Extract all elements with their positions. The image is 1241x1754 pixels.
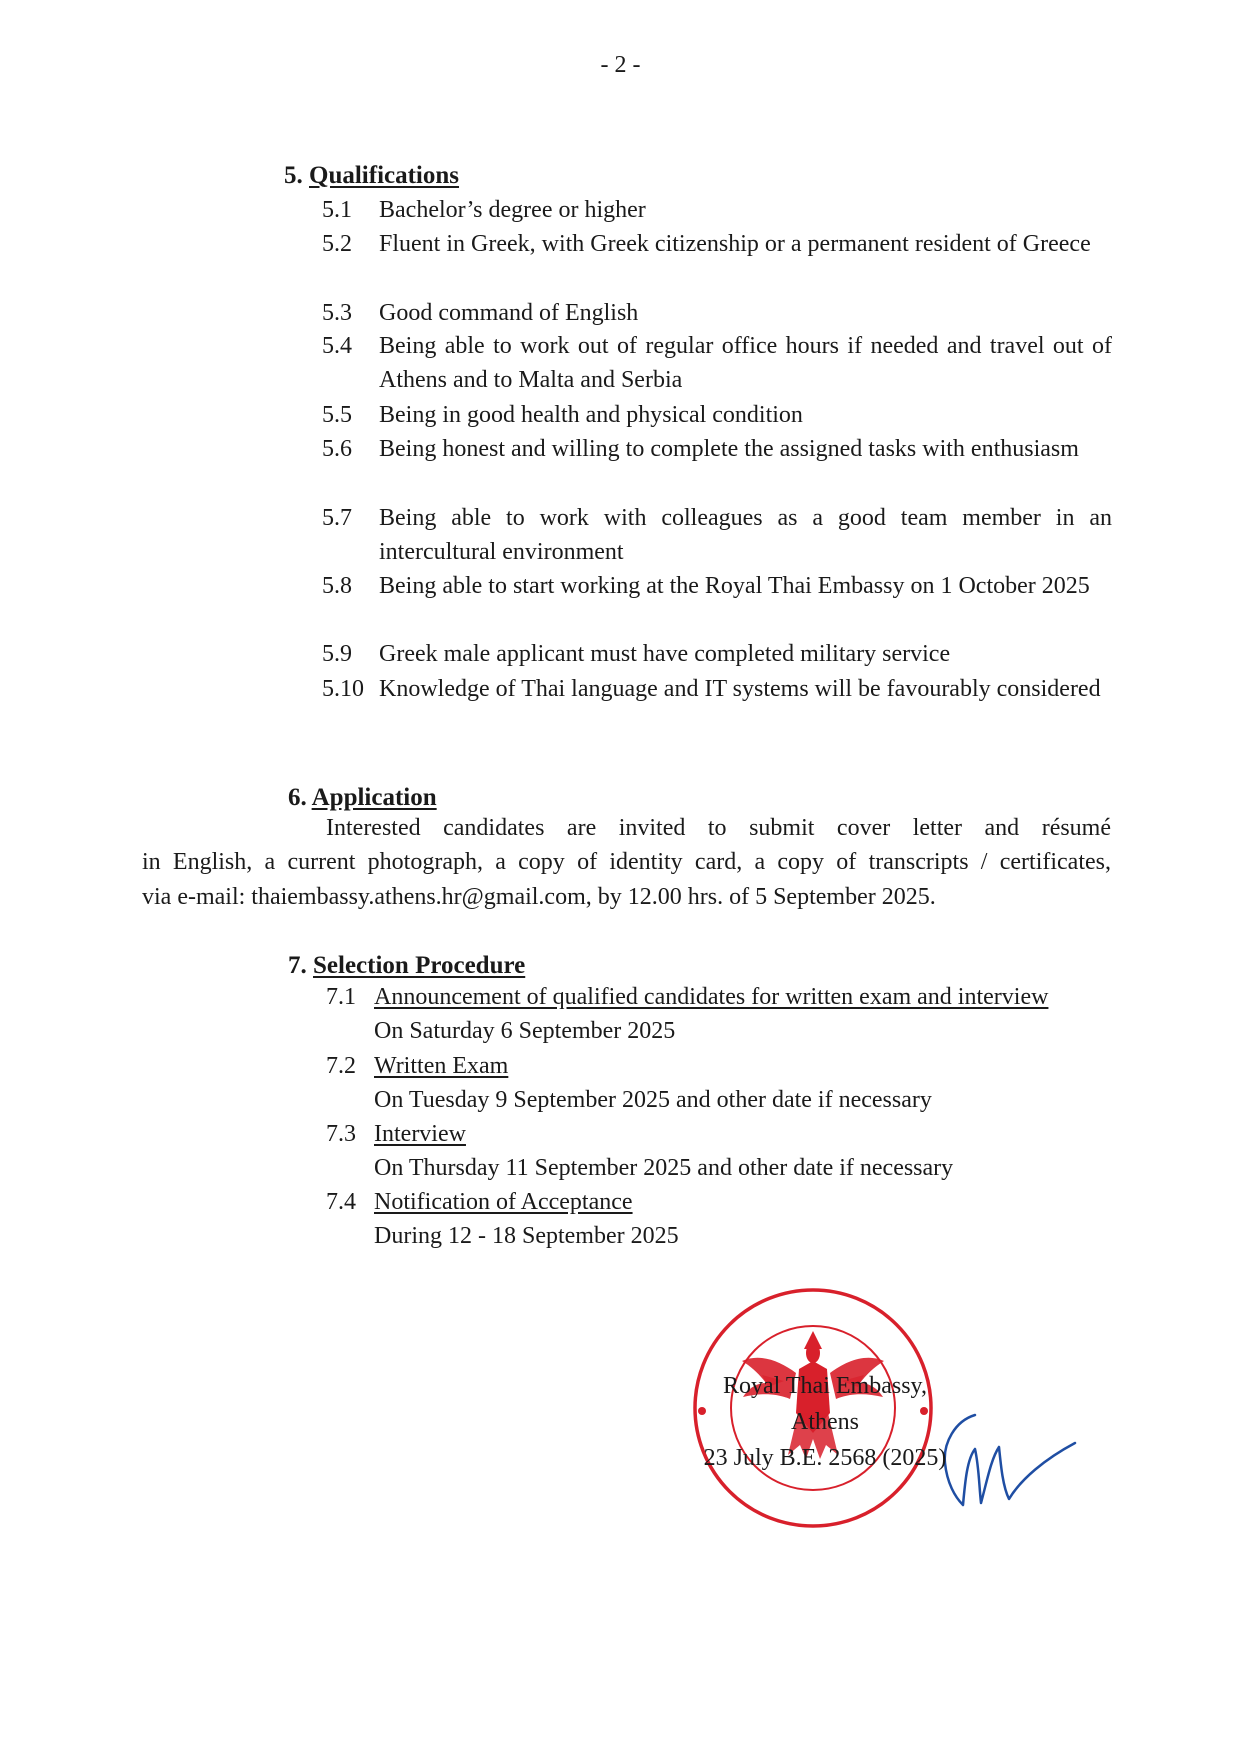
item-number: 7.4 xyxy=(326,1189,356,1215)
item-text: Knowledge of Thai language and IT systems will be favourably considered xyxy=(379,676,1101,702)
list-item xyxy=(322,432,1112,466)
item-text: Being honest and willing to complete the assigned tasks with enthusiasm xyxy=(379,436,1079,462)
list-item xyxy=(322,193,1112,227)
item-title: Announcement of qualified candidates for written exam and interview xyxy=(374,984,1049,1010)
list-item xyxy=(322,329,1112,397)
signature-line-embassy: Royal Thai Embassy, xyxy=(723,1373,927,1399)
item-detail: On Tuesday 9 September 2025 and other date if necessary xyxy=(374,1087,932,1113)
item-number: 5.5 xyxy=(322,402,352,428)
page-number: - 2 - xyxy=(600,52,641,78)
application-number: 6. xyxy=(288,784,307,811)
item-text: Being able to start working at the Royal Thai Embassy on 1 October 2025 xyxy=(379,573,1090,599)
signature-line-date: 23 July B.E. 2568 (2025) xyxy=(703,1445,947,1471)
application-line-3: via e-mail: thaiembassy.athens.hr@gmail.com, by 12.00 hrs. of 5 September 2025. xyxy=(142,884,936,910)
selection-title: Selection Procedure xyxy=(313,952,526,979)
qualifications-title: Qualifications xyxy=(309,162,460,189)
list-item xyxy=(322,227,1112,261)
item-detail: On Thursday 11 September 2025 and other date if necessary xyxy=(374,1155,954,1181)
item-title: Notification of Acceptance xyxy=(374,1189,633,1215)
item-detail: During 12 - 18 September 2025 xyxy=(374,1223,679,1249)
application-line-2: in English, a current photograph, a copy of identity card, a copy of transcripts / certificates, xyxy=(142,849,1111,875)
item-detail: On Saturday 6 September 2025 xyxy=(374,1018,676,1044)
item-number: 5.4 xyxy=(322,333,352,359)
qualifications-heading xyxy=(284,162,459,190)
item-number: 7.3 xyxy=(326,1121,356,1147)
application-heading xyxy=(288,784,437,812)
item-number: 5.10 xyxy=(322,676,364,702)
selection-number: 7. xyxy=(288,952,307,979)
item-text: Good command of English xyxy=(379,300,639,326)
item-number: 5.3 xyxy=(322,300,352,326)
item-text: Greek male applicant must have completed military service xyxy=(379,641,951,667)
item-title: Interview xyxy=(374,1121,466,1147)
application-line-1: Interested candidates are invited to submit cover letter and résumé xyxy=(326,815,1111,841)
list-item xyxy=(322,296,1112,330)
item-number: 7.1 xyxy=(326,984,356,1010)
list-item xyxy=(322,569,1112,603)
item-title: Written Exam xyxy=(374,1053,509,1079)
list-item xyxy=(326,980,1116,1048)
item-text: Being in good health and physical condition xyxy=(379,402,803,428)
list-item xyxy=(322,637,1112,671)
list-item xyxy=(322,398,1112,432)
application-title: Application xyxy=(311,784,437,811)
list-item xyxy=(326,1049,1116,1117)
item-number: 5.9 xyxy=(322,641,352,667)
list-item xyxy=(326,1185,1116,1253)
item-number: 5.2 xyxy=(322,231,352,257)
item-number: 5.8 xyxy=(322,573,352,599)
signature-line-city: Athens xyxy=(791,1409,859,1435)
item-text: Bachelor’s degree or higher xyxy=(379,197,646,223)
item-number: 5.6 xyxy=(322,436,352,462)
qualifications-number: 5. xyxy=(284,162,303,189)
item-text: Being able to work with colleagues as a good team member in an intercultural environment xyxy=(379,505,1112,565)
list-item xyxy=(322,501,1112,569)
item-text: Fluent in Greek, with Greek citizenship or a permanent resident of Greece xyxy=(379,231,1091,257)
item-number: 5.1 xyxy=(322,197,352,223)
selection-heading xyxy=(288,952,525,980)
list-item xyxy=(322,672,1112,706)
list-item xyxy=(326,1117,1116,1185)
item-number: 7.2 xyxy=(326,1053,356,1079)
item-text: Being able to work out of regular office hours if needed and travel out of Athens and to Malta and Serbia xyxy=(379,333,1112,393)
signature-block xyxy=(670,1368,980,1476)
item-number: 5.7 xyxy=(322,505,352,531)
